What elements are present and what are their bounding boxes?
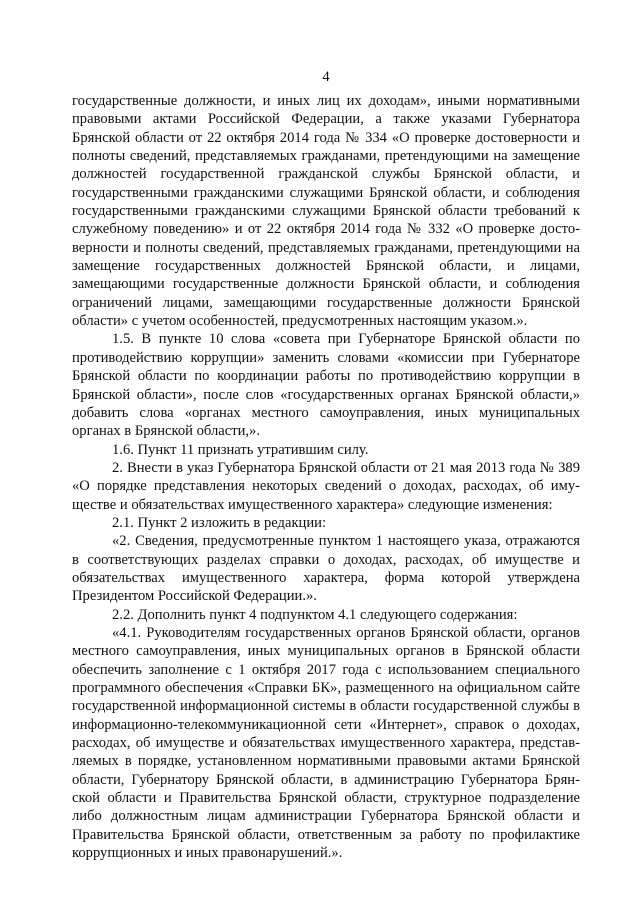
paragraph-1-6: 1.6. Пункт 11 признать утратившим силу.: [112, 441, 369, 458]
paragraph-continuation: государственные должности, и иных лиц их доходам», иными нормативными правовыми актами Российской Федерации, а также указами Губернатора Брянской области от 22 октября 2014 года № 334 «О проверке достоверности и полноты сведений, представляемых гражданами, претендующими на замещение должностей государственной гражданской службы Брянской области, и государственными гражданскими служащими Брянской области, и соблюдения государственными гражданскими служащими Брянской области требований к служебному поведению» и от 22 октября 2014 года № 332 «О проверке достоверности и полноты сведений, представляемых гражданами, претендующими на замещение государственных должностей Брянской области, и лицами, замещающими государственные должности Брянской области, и соблюдения ограничений лицами, замещающими государственные должности Брянской области» с учетом особенностей, предусмотренных настоящим указом.».: [72, 93, 580, 330]
paragraph-2-2: 2.2. Дополнить пункт 4 подпунктом 4.1 следующего содержания:: [112, 606, 518, 623]
document-page: [72, 68, 580, 862]
page-number: 4: [322, 69, 330, 85]
paragraph-1-5: 1.5. В пункте 10 слова «совета при Губернаторе Брянской области по противодействию коррупции» заменить словами «комиссии при Губернаторе Брянской области по координации работы по противодействию коррупции в Брянской области», после слов «государственных органах Брянской области,» добавить слова «органах местного самоуправления, иных муниципальных органах в Брянской области,».: [72, 331, 580, 440]
paragraph-2: 2. Внести в указ Губернатора Брянской области от 21 мая 2013 года № 389 «О порядке представления некоторых сведений о доходах, расходах, об имуществе и обязательствах имущественного характера» следующие изменения:: [72, 459, 580, 513]
paragraph-4-1-text: «4.1. Руководителям государственных органов Брянской области, органов местного самоуправления, иных муниципальных органов в Брянской области обеспечить заполнение с 1 октября 2017 года с использованием специального программного обеспечения «Справки БК», размещенного на официальном сайте государственной информационной системы в области государственной службы в информационно-телекоммуникационной сети «Интернет», справок о доходах, расходах, об имуществе и обязательствах имущественного характера, представляемых в порядке, установленном нормативными правовыми актами Брянской области, Губернатору Брянской области, в администрацию Губернатора Брянской области и Правительства Брянской области, структурное подразделение либо должностным лицам администрации Губернатора Брянской области и Правительства Брянской области, ответственным за работу по профилактике коррупционных и иных правонарушений.».: [72, 624, 580, 862]
paragraph-2-1: 2.1. Пункт 2 изложить в редакции:: [112, 514, 327, 531]
paragraph-2-1-text: «2. Сведения, предусмотренные пунктом 1 настоящего указа, отражаются в соответствующих разделах справки о доходах, расходах, об имуществе и обязательствах имущественного характера, форма которой утверждена Президентом Российской Федерации.».: [72, 533, 580, 605]
